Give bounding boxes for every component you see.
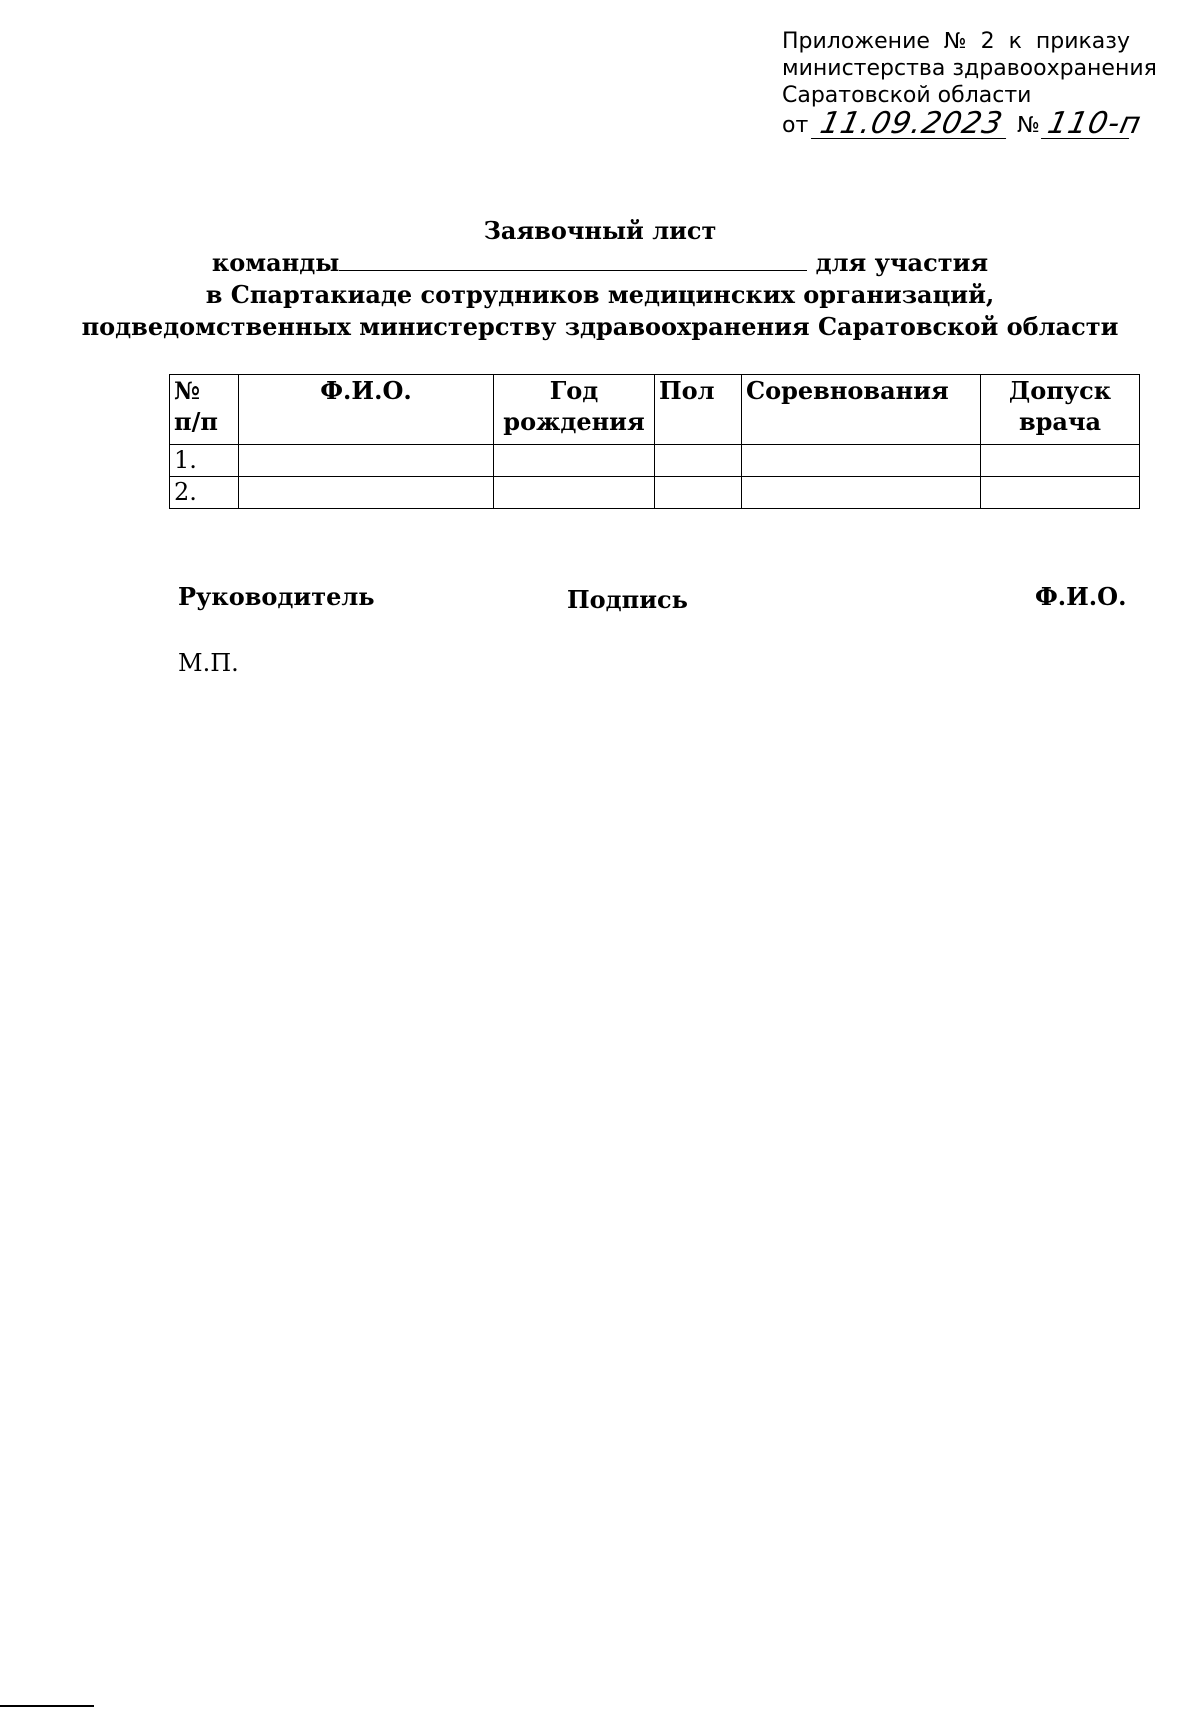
cell-admission[interactable] (981, 477, 1140, 509)
footnote-divider (0, 1705, 94, 1707)
appendix-word: № (943, 29, 967, 54)
table-row (170, 477, 1140, 509)
roster-table (169, 374, 1140, 509)
appendix-word: 2 (980, 29, 995, 54)
header-fio: Ф.И.О. (239, 375, 494, 445)
signature-label: Подпись (567, 585, 688, 614)
handwritten-number: 110-п (1041, 110, 1135, 139)
appendix-line-2: министерства здравоохранения (782, 56, 1157, 81)
form-heading: Заявочный лист (483, 216, 717, 245)
team-prefix: команды (211, 248, 340, 277)
header-year-l2: рождения (503, 407, 645, 436)
cell-birth-year[interactable] (494, 445, 655, 477)
cell-fio[interactable] (239, 445, 494, 477)
handwritten-date: 11.09.2023 (811, 110, 1012, 139)
stamp-place-label: М.П. (178, 649, 239, 677)
signature-fio-label: Ф.И.О. (1035, 582, 1127, 611)
title-line-3: в Спартакиаде сотрудников медицинских организаций, (205, 280, 995, 309)
team-line (0, 247, 1200, 279)
cell-competitions[interactable] (742, 445, 981, 477)
appendix-word: к (1008, 29, 1022, 54)
header-year-l1: Год (549, 376, 599, 405)
row-number: 1. (170, 445, 239, 477)
number-sign: № (1017, 113, 1040, 138)
appendix-line-3: Саратовской области (782, 83, 1032, 108)
cell-competitions[interactable] (742, 477, 981, 509)
appendix-line-1 (782, 28, 1130, 55)
cell-sex[interactable] (655, 445, 742, 477)
header-admission-l1: Допуск (1008, 376, 1112, 405)
cell-sex[interactable] (655, 477, 742, 509)
team-suffix: для участия (815, 248, 989, 277)
appendix-word: Приложение (782, 29, 930, 54)
appendix-block (782, 28, 1157, 141)
appendix-word: приказу (1035, 29, 1130, 54)
header-sex: Пол (655, 375, 742, 445)
appendix-date-line (782, 106, 1145, 141)
header-birth-year (494, 375, 655, 445)
header-num-l1: № (174, 376, 201, 405)
header-admission-l2: врача (1018, 407, 1102, 436)
table-header-row (170, 375, 1140, 445)
table-row (170, 445, 1140, 477)
date-prefix: от (782, 113, 809, 138)
cell-admission[interactable] (981, 445, 1140, 477)
header-num-l2: п/п (174, 407, 218, 436)
signature-head-label: Руководитель (178, 582, 375, 611)
cell-birth-year[interactable] (494, 477, 655, 509)
header-admission (981, 375, 1140, 445)
header-num (170, 375, 239, 445)
title-line-4: подведомственных министерству здравоохранения Саратовской области (81, 312, 1119, 341)
header-competitions: Соревнования (742, 375, 981, 445)
cell-fio[interactable] (239, 477, 494, 509)
team-name-blank[interactable] (339, 248, 807, 271)
row-number: 2. (170, 477, 239, 509)
